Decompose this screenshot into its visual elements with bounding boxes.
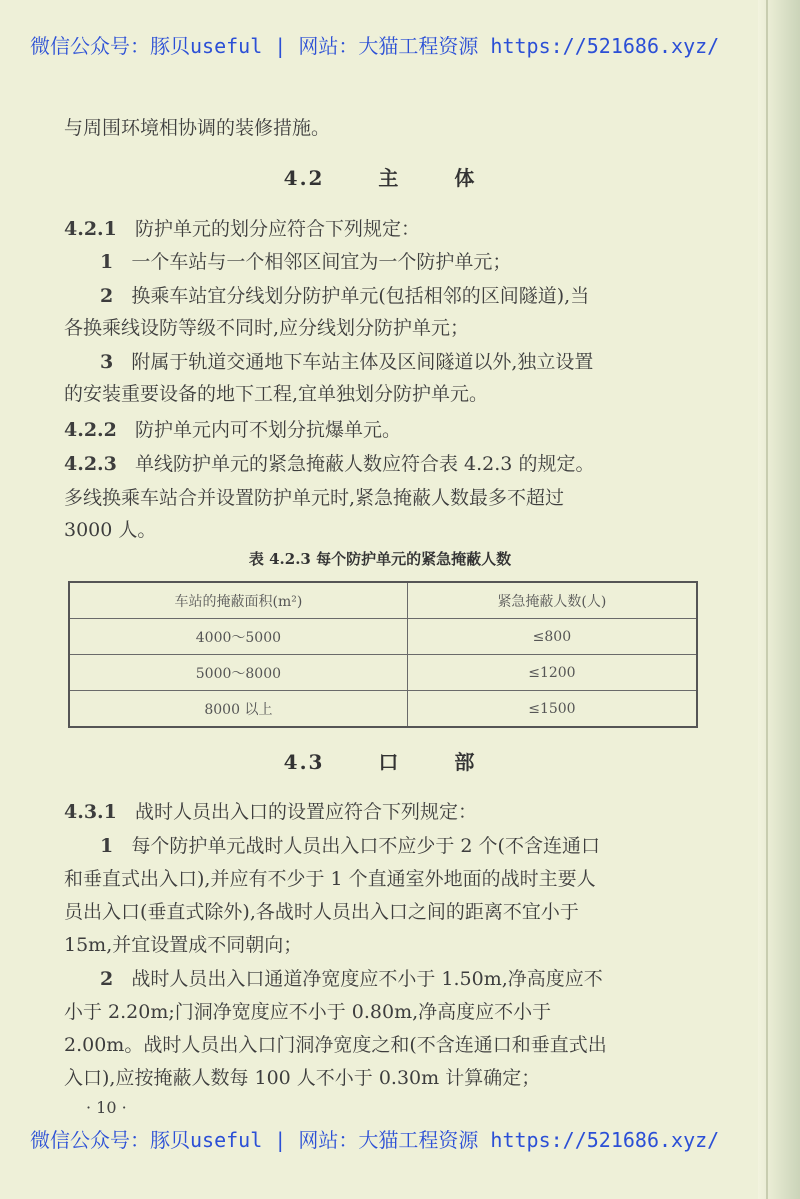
section-title-part: 体 bbox=[454, 166, 477, 190]
table-header-row bbox=[69, 582, 697, 619]
item-continuation: 的安装重要设备的地下工程,宜单独划分防护单元。 bbox=[64, 383, 489, 405]
book-spine-shadow bbox=[758, 0, 800, 1199]
item-continuation: 2.00m。战时人员出入口门洞净宽度之和(不含连通口和垂直式出 bbox=[64, 1034, 607, 1056]
clause-text: 单线防护单元的紧急掩蔽人数应符合表 4.2.3 的规定。 bbox=[135, 453, 595, 475]
item-continuation: 15m,并宜设置成不同朝向； bbox=[64, 934, 303, 956]
clause-number: 4.3.1 bbox=[64, 801, 117, 823]
list-item bbox=[100, 346, 700, 378]
table-row bbox=[69, 619, 697, 655]
section-heading-4-2 bbox=[0, 162, 760, 191]
table-header-cell: 紧急掩蔽人数(人) bbox=[407, 582, 697, 619]
clause-number: 4.2.3 bbox=[64, 453, 117, 475]
clause-text: 防护单元的划分应符合下列规定： bbox=[135, 218, 421, 240]
item-text: 战时人员出入口通道净宽度应不小于 1.50m,净高度应不 bbox=[131, 968, 603, 990]
table-row bbox=[69, 691, 697, 728]
table-cell: 5000～8000 bbox=[69, 655, 407, 691]
item-number: 1 bbox=[100, 251, 114, 273]
clause-4-2-1 bbox=[64, 213, 700, 245]
clause-number: 4.2.2 bbox=[64, 419, 117, 441]
intro-line: 与周围环境相协调的装修措施。 bbox=[64, 117, 331, 139]
item-continuation: 各换乘线设防等级不同时,应分线划分防护单元； bbox=[64, 317, 470, 339]
shelter-table bbox=[68, 581, 698, 728]
section-title-part: 口 bbox=[378, 750, 401, 774]
watermark-top: 微信公众号：豚贝useful | 网站：大猫工程资源 https://521686.xyz/ bbox=[30, 34, 720, 58]
list-item bbox=[100, 280, 700, 312]
item-text: 每个防护单元战时人员出入口不应少于 2 个(不含连通口 bbox=[131, 835, 600, 857]
section-heading-4-3 bbox=[0, 746, 760, 775]
clause-4-3-1 bbox=[64, 796, 700, 828]
clause-4-2-2 bbox=[64, 414, 700, 446]
clause-text: 防护单元内可不划分抗爆单元。 bbox=[135, 419, 402, 441]
item-number: 2 bbox=[100, 285, 114, 307]
list-item bbox=[100, 963, 700, 995]
item-continuation: 入口),应按掩蔽人数每 100 人不小于 0.30m 计算确定； bbox=[64, 1067, 541, 1089]
clause-text: 战时人员出入口的设置应符合下列规定： bbox=[135, 801, 478, 823]
section-number: 4.2 bbox=[283, 166, 325, 190]
section-title-part: 主 bbox=[378, 166, 401, 190]
table-cell: 8000 以上 bbox=[69, 691, 407, 728]
list-item bbox=[100, 246, 700, 278]
table-header-cell: 车站的掩蔽面积(m²) bbox=[69, 582, 407, 619]
item-text: 附属于轨道交通地下车站主体及区间隧道以外,独立设置 bbox=[131, 351, 594, 373]
page-number: · 10 · bbox=[86, 1098, 127, 1117]
item-continuation: 和垂直式出入口),并应有不少于 1 个直通室外地面的战时主要人 bbox=[64, 868, 596, 890]
table-cell: ≤800 bbox=[407, 619, 697, 655]
clause-continuation: 多线换乘车站合并设置防护单元时,紧急掩蔽人数最多不超过 bbox=[64, 487, 565, 509]
item-continuation: 员出入口(垂直式除外),各战时人员出入口之间的距离不宜小于 bbox=[64, 901, 579, 923]
list-item bbox=[100, 830, 700, 862]
table-title: 表 4.2.3 每个防护单元的紧急掩蔽人数 bbox=[248, 550, 512, 568]
table-cell: ≤1500 bbox=[407, 691, 697, 728]
table-row bbox=[69, 655, 697, 691]
item-number: 2 bbox=[100, 968, 114, 990]
clause-continuation: 3000 人。 bbox=[64, 519, 157, 541]
item-text: 一个车站与一个相邻区间宜为一个防护单元； bbox=[131, 251, 512, 273]
section-number: 4.3 bbox=[283, 750, 325, 774]
clause-number: 4.2.1 bbox=[64, 218, 117, 240]
book-spine-line bbox=[766, 0, 768, 1199]
item-number: 3 bbox=[100, 351, 114, 373]
item-number: 1 bbox=[100, 835, 114, 857]
section-title-part: 部 bbox=[454, 750, 477, 774]
watermark-bottom: 微信公众号：豚贝useful | 网站：大猫工程资源 https://521686.xyz/ bbox=[30, 1128, 720, 1152]
clause-4-2-3 bbox=[64, 448, 700, 480]
table-cell: 4000～5000 bbox=[69, 619, 407, 655]
item-text: 换乘车站宜分线划分防护单元(包括相邻的区间隧道),当 bbox=[131, 285, 590, 307]
table-cell: ≤1200 bbox=[407, 655, 697, 691]
item-continuation: 小于 2.20m;门洞净宽度应不小于 0.80m,净高度应不小于 bbox=[64, 1001, 552, 1023]
